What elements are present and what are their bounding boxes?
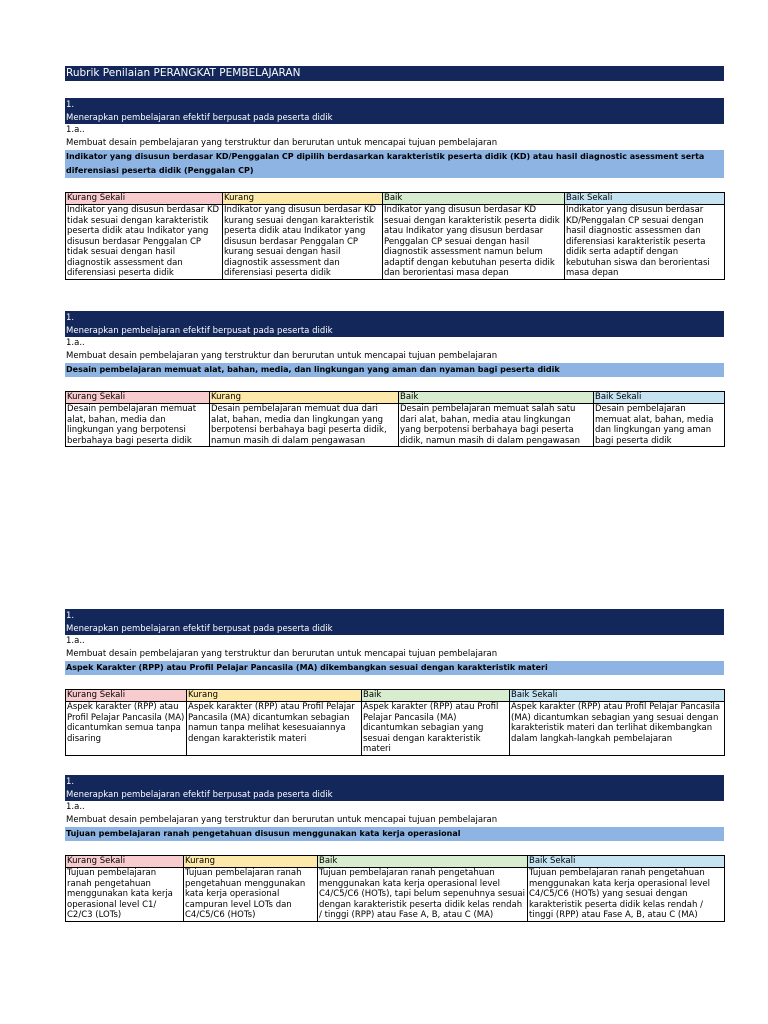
section-number: 1. xyxy=(66,100,75,110)
cell-baik: Tujuan pembelajaran ranah pengetahuan menggunakan kata kerja operasional level C4/C5/C6 (HOTs), tapi belum sepenuhnya sesuai dengan karakteristik peserta didik kelas rendah / tinggi (RPP) atau Fase A, B, atau C (MA) xyxy=(318,868,528,922)
sub-number: 1.a.. xyxy=(66,636,85,646)
header-baik-sekali: Baik Sekali xyxy=(528,856,725,868)
indicator-text: Aspek Karakter (RPP) atau Profil Pelajar Pancasila (MA) dikembangkan sesuai dengan karakteristik materi xyxy=(65,661,724,675)
indicator-text: Indikator yang disusun berdasar KD/Penggalan CP dipilih berdasarkan karakteristik peserta didik (KD) atau hasil diagnostic asessment serta diferensiasi peserta didik (Penggalan CP) xyxy=(65,150,724,178)
cell-kurang: Desain pembelajaran memuat dua dari alat, bahan, media dan lingkungan yang berpotensi berbahaya bagi peserta didik, namun masih di dalam pengawasan xyxy=(210,404,399,447)
cell-kurang: Tujuan pembelajaran ranah pengetahuan menggunakan kata kerja operasional campuran level LOTs dan C4/C5/C6 (HOTs) xyxy=(184,868,318,922)
section-description: Membuat desain pembelajaran yang terstruktur dan berurutan untuk mencapai tujuan pembelajaran xyxy=(66,649,498,659)
header-baik: Baik xyxy=(399,392,594,404)
rubric-table xyxy=(65,391,725,447)
section-subtitle: Menerapkan pembelajaran efektif berpusat pada peserta didik xyxy=(66,790,333,800)
rubric-table xyxy=(65,689,725,756)
sub-number: 1.a.. xyxy=(66,338,85,348)
sub-number: 1.a.. xyxy=(66,802,85,812)
cell-kurang: Indikator yang disusun berdasar KD kurang sesuai dengan karakteristik peserta didik atau Indikator yang disusun berdasar Penggalan CP kurang sesuai dengan hasil diagnostik assessment dan diferensiasi peserta didik xyxy=(223,205,383,280)
cell-baik: Aspek karakter (RPP) atau Profil Pelajar Pancasila (MA) dicantumkan sebagian yang sesuai dengan karakteristik materi xyxy=(362,702,510,756)
section-header xyxy=(65,311,724,337)
section-header xyxy=(65,98,724,124)
cell-baik-sekali: Aspek karakter (RPP) atau Profil Pelajar Pancasila (MA) dicantumkan sebagian yang sesuai dengan karakteristik materi dan terlihat dikembangkan dalam langkah-langkah pembelajaran xyxy=(510,702,725,756)
header-kurang-sekali: Kurang Sekali xyxy=(66,856,184,868)
section-subtitle: Menerapkan pembelajaran efektif berpusat pada peserta didik xyxy=(66,326,333,336)
cell-baik-sekali: Desain pembelajaran memuat alat, bahan, media dan lingkungan yang aman bagi peserta didik xyxy=(594,404,725,447)
section-subtitle: Menerapkan pembelajaran efektif berpusat pada peserta didik xyxy=(66,624,333,634)
header-baik: Baik xyxy=(318,856,528,868)
rubric-section-3 xyxy=(65,609,724,756)
header-kurang: Kurang xyxy=(184,856,318,868)
section-header xyxy=(65,775,724,801)
cell-baik-sekali: Tujuan pembelajaran ranah pengetahuan menggunakan kata kerja operasional level C4/C5/C6 (HOTs) yang sesuai dengan karakteristik peserta didik kelas rendah / tinggi (RPP) atau Fase A, B, atau C (MA) xyxy=(528,868,725,922)
header-kurang: Kurang xyxy=(187,690,362,702)
cell-kurang: Aspek karakter (RPP) atau Profil Pelajar Pancasila (MA) dicantumkan sebagian namun tanpa melihat kesesuaiannya dengan karakteristik materi xyxy=(187,702,362,756)
cell-kurang-sekali: Aspek karakter (RPP) atau Profil Pelajar Pancasila (MA) dicantumkan semua tanpa disaring xyxy=(66,702,187,756)
section-header xyxy=(65,609,724,635)
header-baik-sekali: Baik Sekali xyxy=(565,193,725,205)
cell-baik-sekali: Indikator yang disusun berdasar KD/Penggalan CP sesuai dengan hasil diagnostic assessmen dan diferensiasi karakteristik peserta didik serta adaptif dengan kebutuhan siswa dan berorientasi masa depan xyxy=(565,205,725,280)
header-kurang-sekali: Kurang Sekali xyxy=(66,193,223,205)
rubric-table xyxy=(65,855,725,922)
rubric-section-1 xyxy=(65,98,724,280)
section-number: 1. xyxy=(66,777,75,787)
header-baik-sekali: Baik Sekali xyxy=(510,690,725,702)
section-number: 1. xyxy=(66,611,75,621)
header-kurang: Kurang xyxy=(210,392,399,404)
header-kurang-sekali: Kurang Sekali xyxy=(66,392,210,404)
section-number: 1. xyxy=(66,313,75,323)
indicator-text: Tujuan pembelajaran ranah pengetahuan disusun menggunakan kata kerja operasional xyxy=(65,827,724,841)
header-kurang: Kurang xyxy=(223,193,383,205)
cell-kurang-sekali: Indikator yang disusun berdasar KD tidak sesuai dengan karakteristik peserta didik atau Indikator yang disusun berdasar Penggalan CP tidak sesuai dengan hasil diagnostik assessment dan diferensiasi peserta didik xyxy=(66,205,223,280)
header-baik: Baik xyxy=(362,690,510,702)
sub-number: 1.a.. xyxy=(66,125,85,135)
header-baik: Baik xyxy=(383,193,565,205)
rubric-section-2 xyxy=(65,311,724,447)
header-kurang-sekali: Kurang Sekali xyxy=(66,690,187,702)
section-description: Membuat desain pembelajaran yang terstruktur dan berurutan untuk mencapai tujuan pembelajaran xyxy=(66,351,498,361)
rubric-section-4 xyxy=(65,775,724,922)
cell-kurang-sekali: Desain pembelajaran memuat alat, bahan, media dan lingkungan yang berpotensi berbahaya bagi peserta didik xyxy=(66,404,210,447)
header-baik-sekali: Baik Sekali xyxy=(594,392,725,404)
cell-baik: Indikator yang disusun berdasar KD sesuai dengan karakteristik peserta didik atau Indikator yang disusun berdasar Penggalan CP sesuai dengan hasil diagnostik assessment namun belum adaptif dengan kebutuhan peserta didik dan berorientasi masa depan xyxy=(383,205,565,280)
cell-baik: Desain pembelajaran memuat salah satu dari alat, bahan, media atau lingkungan yang berpotensi berbahaya bagi peserta didik, namun masih di dalam pengawasan xyxy=(399,404,594,447)
section-description: Membuat desain pembelajaran yang terstruktur dan berurutan untuk mencapai tujuan pembelajaran xyxy=(66,815,498,825)
indicator-text: Desain pembelajaran memuat alat, bahan, media, dan lingkungan yang aman dan nyaman bagi peserta didik xyxy=(65,363,724,377)
cell-kurang-sekali: Tujuan pembelajaran ranah pengetahuan menggunakan kata kerja operasional level C1/ C2/C3 (LOTs) xyxy=(66,868,184,922)
section-description: Membuat desain pembelajaran yang terstruktur dan berurutan untuk mencapai tujuan pembelajaran xyxy=(66,138,498,148)
section-subtitle: Menerapkan pembelajaran efektif berpusat pada peserta didik xyxy=(66,113,333,123)
document-title: Rubrik Penilaian PERANGKAT PEMBELAJARAN xyxy=(65,66,724,81)
rubric-table xyxy=(65,192,725,280)
